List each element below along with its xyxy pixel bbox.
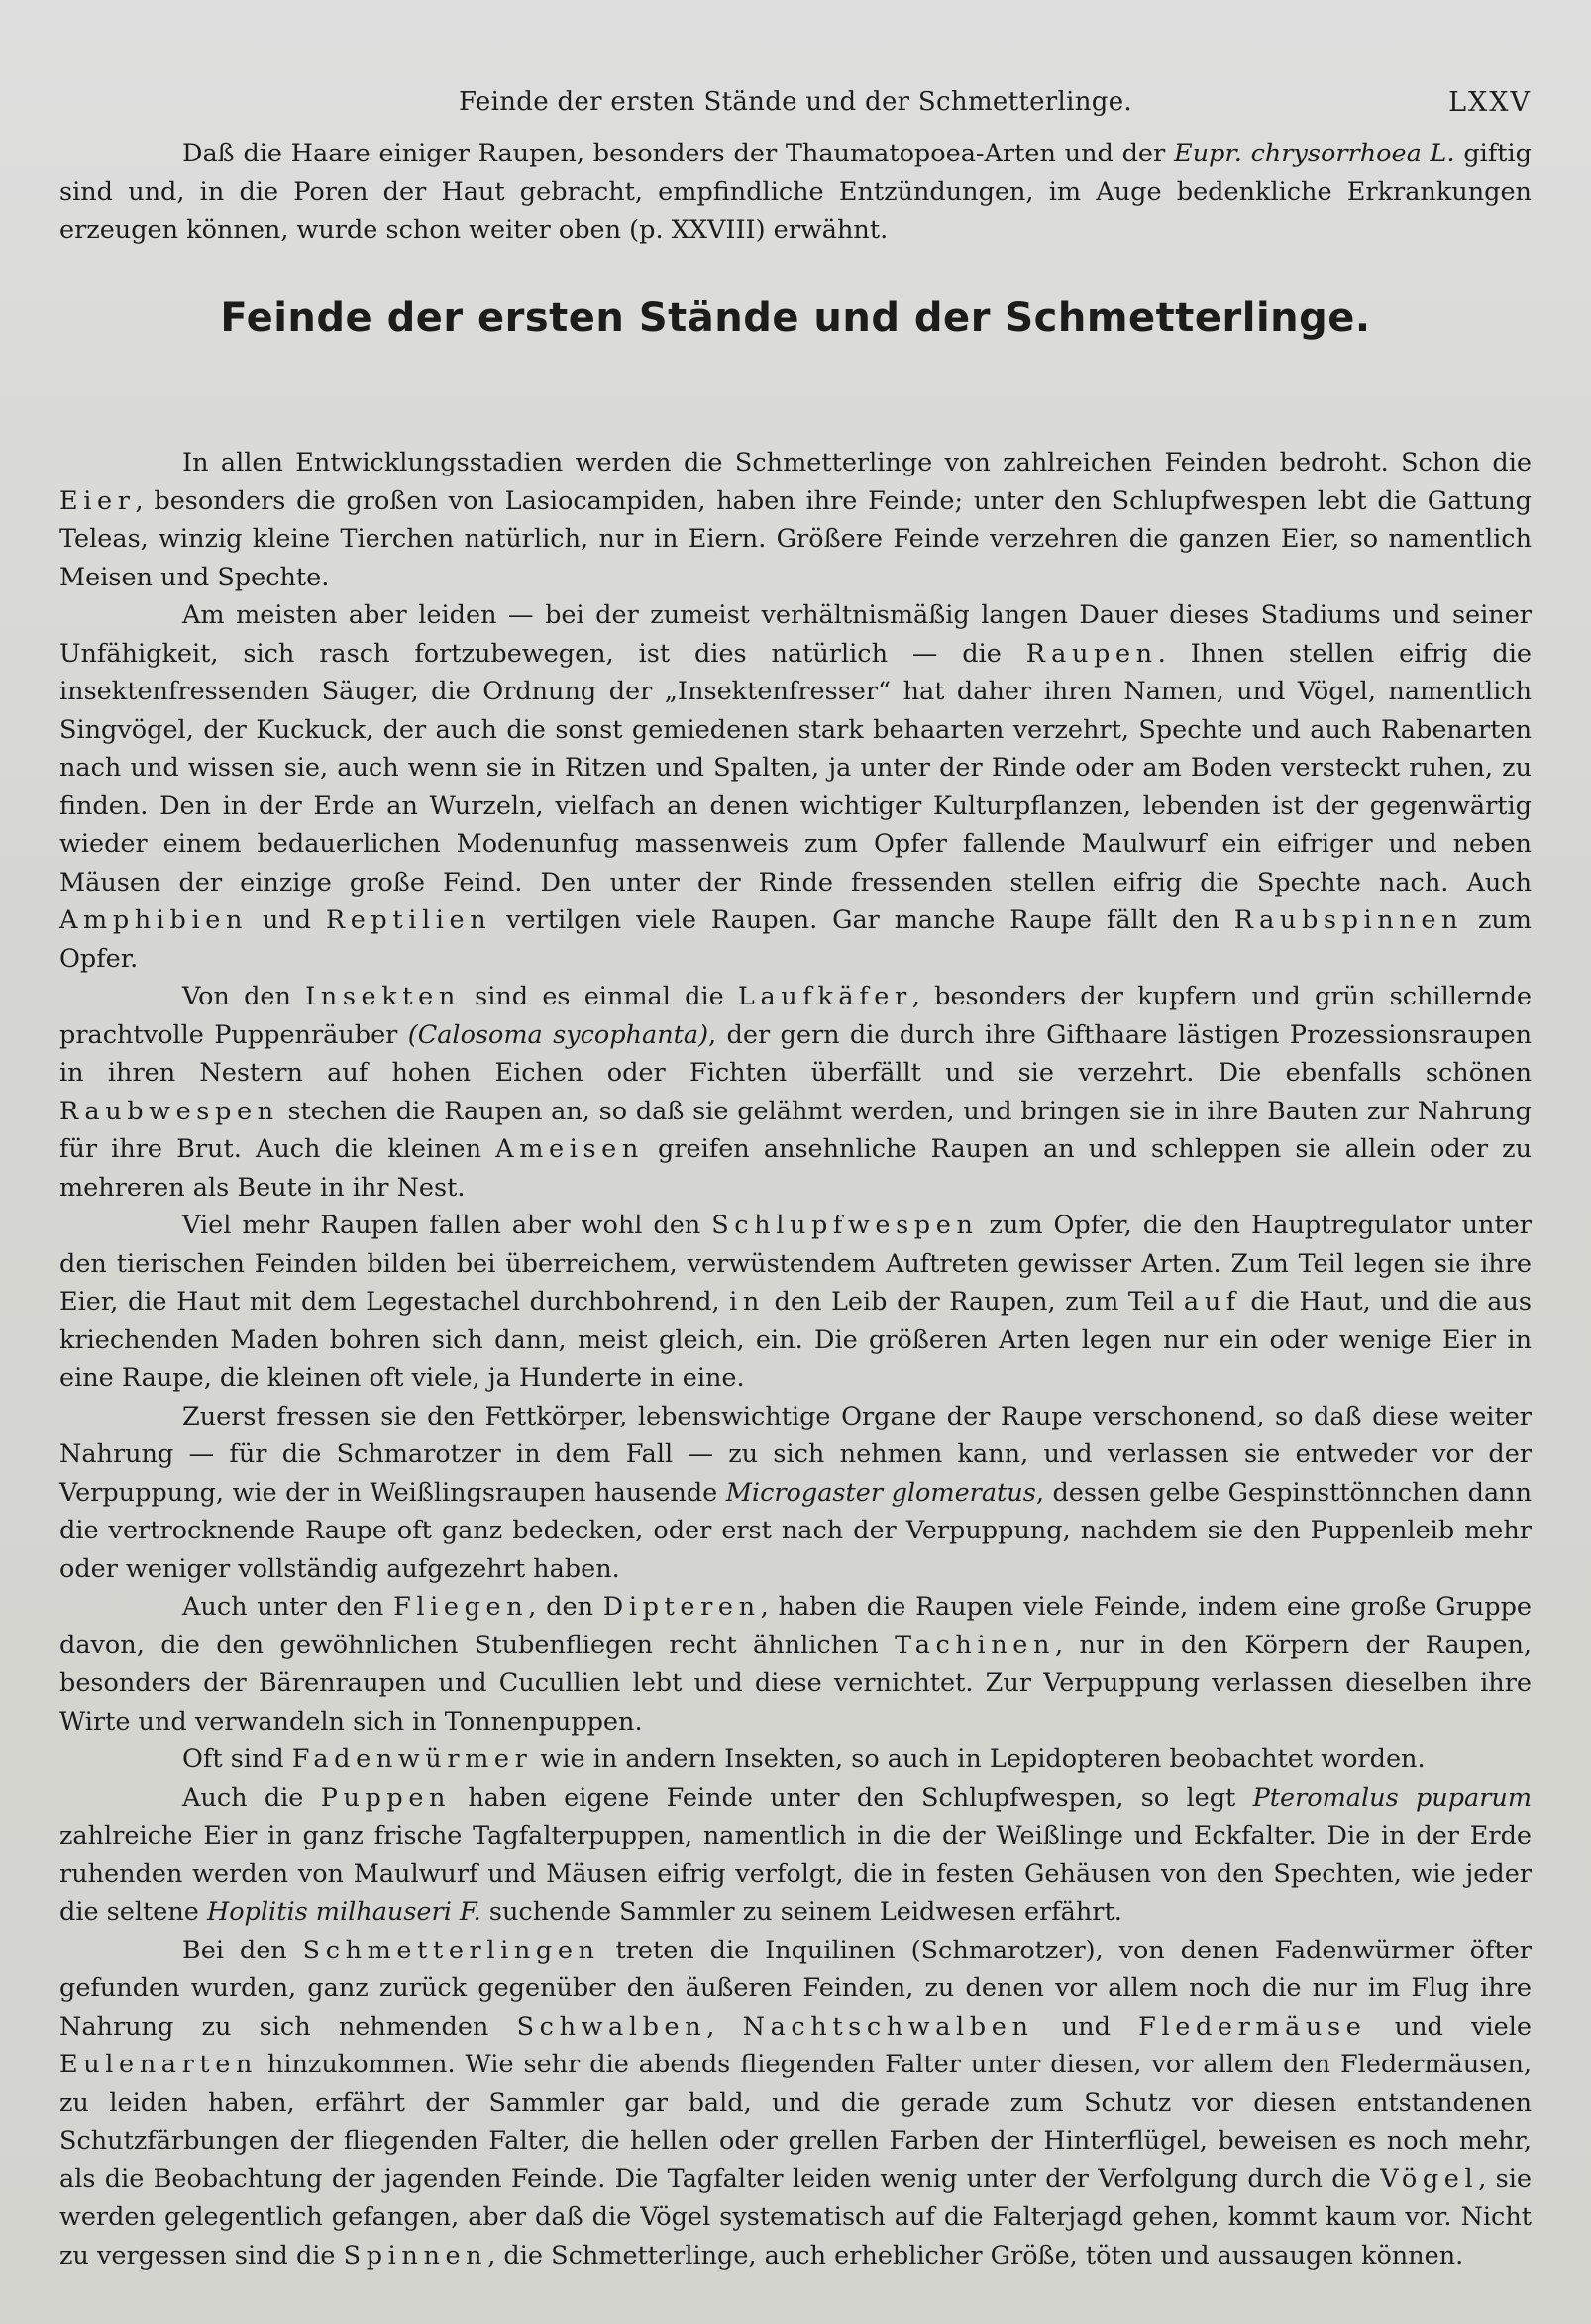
spaced-emphasis: Fliegen bbox=[393, 1592, 529, 1622]
paragraph: Daß die Haare einiger Raupen, besonders der Thaumatopoea-Arten und der Eupr. chrysorrhoea L. giftig sind und, in die Poren der Haut gebracht, empfindliche Entzündungen, im Auge bedenkliche Erkrankungen erzeugen können, wurde schon weiter oben (p. XXVIII) erwähnt. bbox=[59, 139, 1533, 245]
italic-name: Hoplitis milhauseri F. bbox=[206, 1897, 481, 1927]
spaced-emphasis: Laufkäfer bbox=[737, 982, 912, 1011]
paragraph: Am meisten aber leiden — bei der zumeist verhältnismäßig langen Dauer dieses Stadiums und seiner Unfähigkeit, sich rasch fortzubewegen, ist dies natürlich — die Raupen. Ihnen stellen eifrig die insektenfressenden Säuger, die Ordnung der „Insektenfresser“ hat daher ihren Namen, und Vögel, namentlich Singvögel, der Kuckuck, der auch die sonst gemiedenen stark behaarten verzehrt, Spechte und auch Rabenarten nach und wissen sie, auch wenn sie in Ritzen und Spalten, ja unter der Rinde oder am Boden versteckt ruhen, zu finden. Den in der Erde an Wurzeln, vielfach an denen wichtiger Kulturpflanzen, lebenden ist der gegenwärtig wieder einem bedauerlichen Modenunfug massenweis zum Opfer fallende Maulwurf ein eifriger und neben Mäusen der einzige große Feind. Den unter der Rinde fressenden stellen eifrig die Spechte nach. Auch Amphibien und Reptilien vertilgen viele Raupen. Gar manche Raupe fällt den Raubspinnen zum Opfer. bbox=[59, 600, 1532, 974]
paragraph: Zuerst fressen sie den Fettkörper, lebenswichtige Organe der Raupe verschonend, so daß diese weiter Nahrung — für die Schmarotzer in dem Fall — zu sich nehmen kann, und verlassen sie entweder vor der Verpuppung, wie der in Weißlingsraupen hausende Microgaster glomeratus, dessen gelbe Gespinsttönnchen dann die vertrocknende Raupe oft ganz bedecken, oder erst nach der Verpuppung, nachdem sie den Puppenleib mehr oder weniger vollständig aufgezehrt haben. bbox=[59, 1401, 1532, 1584]
spaced-emphasis: Reptilien bbox=[325, 905, 492, 935]
spaced-emphasis: Spinnen bbox=[343, 2240, 488, 2271]
paragraph: In allen Entwicklungsstadien werden die Schmetterlinge von zahlreichen Feinden bedroht. Schon die Eier, besonders die großen von Lasiocampiden, haben ihre Feinde; unter den Schlupfwespen lebt die Gattung Teleas, winzig kleine Tierchen natürlich, nur in Eiern. Größere Feinde verzehren die ganzen Eier, so namentlich Meisen und Spechte. bbox=[59, 448, 1532, 592]
paragraph: Bei den Schmetterlingen treten die Inquilinen (Schmarotzer), von denen Fadenwürmer öfter gefunden wurden, ganz zurück gegenüber den äußeren Feinden, zu denen vor allem noch die nur im Flug ihre Nahrung zu sich nehmenden Schwalben, Nachtschwalben und Fledermäuse und viele Eulenarten hinzukommen. Wie sehr die abends fliegenden Falter unter diesen, vor allem den Fledermäusen, zu leiden haben, erfährt der Sammler gar bald, und die gerade zum Schutz vor diesen entstandenen Schutzfärbungen der fliegenden Falter, die hellen oder grellen Farben der Hinterflügel, beweisen es noch mehr, als die Beobachtung der jagenden Feinde. Die Tagfalter leiden wenig unter der Verfolgung durch die Vögel, sie werden gelegentlich gefangen, aber daß die Vögel systematisch auf die Falterjagd gehen, kommt kaum vor. Nicht zu vergessen sind die Spinnen, die Schmetterlinge, auch erheblicher Größe, töten und aussaugen können. bbox=[59, 1935, 1533, 2271]
running-title: Feinde der ersten Stände und der Schmetterlinge. bbox=[459, 87, 1132, 117]
italic-name: Pteromalus puparum bbox=[1252, 1782, 1533, 1813]
spaced-emphasis: Eier bbox=[59, 485, 136, 516]
spaced-emphasis: Ameisen bbox=[495, 1134, 644, 1164]
running-head bbox=[59, 87, 1532, 127]
spaced-emphasis: Puppen bbox=[320, 1782, 452, 1813]
spaced-emphasis: Fadenwürmer bbox=[291, 1744, 533, 1774]
section-heading: Feinde der ersten Stände und der Schmetterlinge. bbox=[220, 295, 1371, 341]
book-page bbox=[59, 79, 1532, 2298]
section-body bbox=[59, 444, 1532, 2274]
spaced-emphasis: Fledermäuse bbox=[1138, 2011, 1367, 2042]
italic-name: (Calosoma sycophanta) bbox=[407, 1019, 709, 1050]
spaced-emphasis: Vögel bbox=[1380, 2164, 1479, 2194]
spaced-emphasis: Raubspinnen bbox=[1233, 905, 1464, 935]
spaced-emphasis: Nachtschwalben bbox=[742, 2011, 1034, 2042]
italic-name: Microgaster glomeratus bbox=[725, 1477, 1036, 1508]
spaced-emphasis: Schmetterlingen bbox=[302, 1935, 600, 1965]
paragraph: Auch die Puppen haben eigene Feinde unter den Schlupfwespen, so legt Pteromalus puparum zahlreiche Eier in ganz frische Tagfalterpuppen, namentlich in die der Weißlinge und Eckfalter. Die in der Erde ruhenden werden von Maulwurf und Mäusen eifrig verfolgt, die in festen Gehäusen von den Spechten, wie jeder die seltene Hoplitis milhauseri F. suchende Sammler zu seinem Leidwesen erfährt. bbox=[59, 1782, 1533, 1927]
spaced-emphasis: in bbox=[729, 1287, 765, 1317]
spaced-emphasis: auf bbox=[1183, 1287, 1241, 1317]
spaced-emphasis: Insekten bbox=[305, 982, 461, 1011]
spaced-emphasis: Tachinen bbox=[895, 1630, 1055, 1660]
intro-text bbox=[59, 135, 1532, 250]
page-number: LXXV bbox=[1448, 87, 1532, 118]
spaced-emphasis: Schwalben bbox=[516, 2011, 707, 2042]
spaced-emphasis: Raupen bbox=[1025, 638, 1158, 669]
spaced-emphasis: Amphibien bbox=[59, 905, 248, 935]
paragraph: Oft sind Fadenwürmer wie in andern Insekten, so auch in Lepidopteren beobachtet worden. bbox=[182, 1744, 1426, 1774]
spaced-emphasis: Raubwespen bbox=[59, 1096, 279, 1126]
italic-name: Eupr. chrysorrhoea L. bbox=[1173, 139, 1455, 168]
paragraph: Auch unter den Fliegen, den Dipteren, haben die Raupen viele Feinde, indem eine große Gruppe davon, die den gewöhnlichen Stubenfliegen recht ähnlichen Tachinen, nur in den Körpern der Raupen, besonders der Bärenraupen und Cucullien lebt und diese vernichtet. Zur Verpuppung verlassen dieselben ihre Wirte und verwandeln sich in Tonnenpuppen. bbox=[59, 1592, 1533, 1737]
paragraph: Viel mehr Raupen fallen aber wohl den Schlupfwespen zum Opfer, die den Hauptregulator unter den tierischen Feinden bilden bei überreichem, verwüstendem Auftreten gewisser Arten. Zum Teil legen sie ihre Eier, die Haut mit dem Legestachel durchbohrend, in den Leib der Raupen, zum Teil auf die Haut, und die aus kriechenden Maden bohren sich dann, meist gleich, ein. Die größeren Arten legen nur ein oder wenige Eier in eine Raupe, die kleinen oft viele, ja Hunderte in eine. bbox=[59, 1211, 1532, 1393]
paragraph: Von den Insekten sind es einmal die Laufkäfer, besonders der kupfern und grün schillernde prachtvolle Puppenräuber (Calosoma sycophanta), der gern die durch ihre Gifthaare lästigen Prozessionsraupen in ihren Nestern auf hohen Eichen oder Fichten überfällt und sie verzehrt. Die ebenfalls schönen Raubwespen stechen die Raupen an, so daß sie gelähmt werden, und bringen sie in ihre Bauten zur Nahrung für ihre Brut. Auch die kleinen Ameisen greifen ansehnliche Raupen an und schleppen sie allein oder zu mehreren als Beute in ihr Nest. bbox=[59, 982, 1532, 1203]
spaced-emphasis: Schlupfwespen bbox=[711, 1211, 979, 1240]
spaced-emphasis: Eulenarten bbox=[59, 2050, 258, 2079]
spaced-emphasis: Dipteren bbox=[602, 1592, 761, 1622]
